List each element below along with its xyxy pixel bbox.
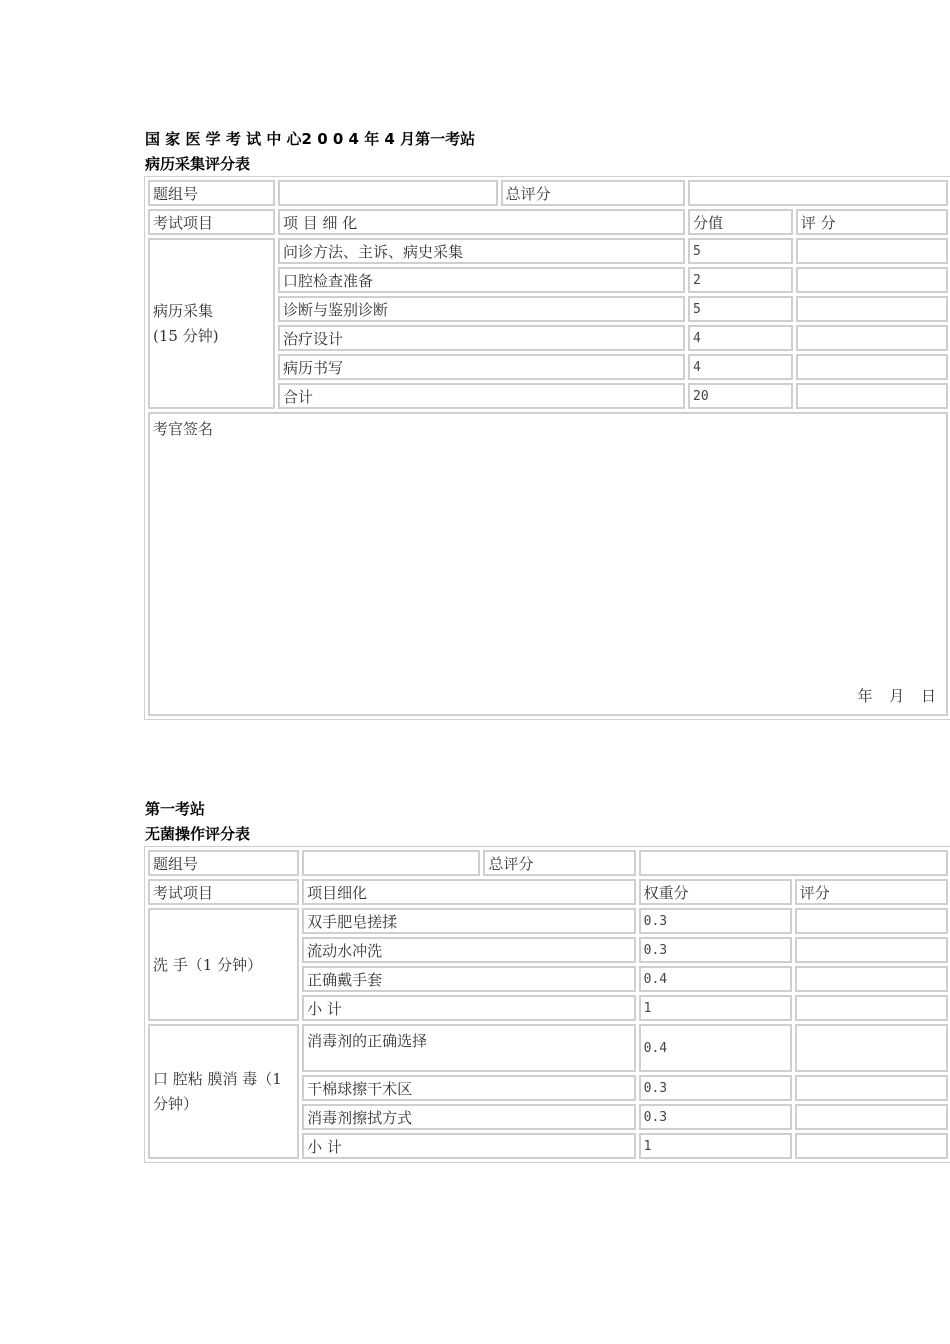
score-cell: 4 [688, 325, 793, 351]
weight-cell: 0.3 [639, 937, 792, 963]
grade-field[interactable] [795, 1104, 948, 1130]
col-header-score: 分值 [688, 209, 793, 235]
total-row-label: 合计 [278, 383, 685, 409]
detail-cell: 消毒剂的正确选择 [302, 1024, 636, 1072]
detail-cell: 消毒剂擦拭方式 [302, 1104, 636, 1130]
detail-cell: 干棉球擦干术区 [302, 1075, 636, 1101]
weight-cell: 0.4 [639, 966, 792, 992]
col-header-item: 考试项目 [148, 879, 299, 905]
detail-cell: 流动水冲洗 [302, 937, 636, 963]
col-header-grade: 评 分 [796, 209, 948, 235]
total-score-field[interactable] [639, 850, 948, 876]
col-header-item: 考试项目 [148, 209, 275, 235]
grade-field[interactable] [796, 267, 948, 293]
section-history-collection [148, 238, 275, 409]
group-number-label: 题组号 [148, 180, 275, 206]
form-title-history: 病历采集评分表 [145, 155, 251, 173]
detail-cell: 双手肥皂搓揉 [302, 908, 636, 934]
detail-cell: 病历书写 [278, 354, 685, 380]
grade-field[interactable] [796, 296, 948, 322]
total-score-label: 总评分 [501, 180, 685, 206]
history-scoring-table [144, 176, 950, 720]
grade-field[interactable] [795, 995, 948, 1021]
col-header-weight: 权重分 [639, 879, 792, 905]
total-score-field[interactable] [688, 180, 948, 206]
weight-cell: 0.3 [639, 1104, 792, 1130]
score-cell: 4 [688, 354, 793, 380]
weight-cell: 0.4 [639, 1024, 792, 1072]
section-hand-washing: 洗 手（1 分钟） [148, 908, 299, 1021]
signature-date: 年 月 日 [857, 687, 942, 705]
detail-cell: 口腔检查准备 [278, 267, 685, 293]
grade-field[interactable] [796, 325, 948, 351]
section-time: (15 分钟) [153, 326, 219, 345]
grade-field[interactable] [795, 1075, 948, 1101]
col-header-detail: 项 目 细 化 [278, 209, 685, 235]
detail-cell: 治疗设计 [278, 325, 685, 351]
grade-field[interactable] [796, 238, 948, 264]
col-header-grade: 评分 [795, 879, 948, 905]
grade-field[interactable] [796, 383, 948, 409]
subtotal-weight: 1 [639, 1133, 792, 1159]
subtotal-weight: 1 [639, 995, 792, 1021]
grade-field[interactable] [795, 1024, 948, 1072]
group-number-field[interactable] [278, 180, 498, 206]
group-number-label: 题组号 [148, 850, 299, 876]
station-title: 第一考站 [145, 800, 206, 818]
weight-cell: 0.3 [639, 1075, 792, 1101]
grade-field[interactable] [795, 908, 948, 934]
detail-cell: 问诊方法、主诉、病史采集 [278, 238, 685, 264]
grade-field[interactable] [795, 937, 948, 963]
form-title-aseptic: 无菌操作评分表 [145, 825, 251, 843]
subtotal-label: 小 计 [302, 1133, 636, 1159]
weight-cell: 0.3 [639, 908, 792, 934]
aseptic-scoring-table [144, 846, 950, 1163]
section-name: 病历采集 [153, 301, 214, 320]
section-mucosa-disinfection: 口 腔粘 膜消 毒（1 分钟） [148, 1024, 299, 1159]
score-cell: 5 [688, 238, 793, 264]
score-cell: 5 [688, 296, 793, 322]
grade-field[interactable] [795, 966, 948, 992]
grade-field[interactable] [796, 354, 948, 380]
total-row-score: 20 [688, 383, 793, 409]
col-header-detail: 项目细化 [302, 879, 636, 905]
subtotal-label: 小 计 [302, 995, 636, 1021]
group-number-field[interactable] [302, 850, 480, 876]
signature-label: 考官签名 [153, 420, 214, 438]
detail-cell: 诊断与鉴别诊断 [278, 296, 685, 322]
document-title: 国 家 医 学 考 试 中 心2 0 0 4 年 4 月第一考站 [145, 130, 476, 148]
total-score-label: 总评分 [483, 850, 635, 876]
grade-field[interactable] [795, 1133, 948, 1159]
detail-cell: 正确戴手套 [302, 966, 636, 992]
score-cell: 2 [688, 267, 793, 293]
examiner-signature-area[interactable] [148, 412, 948, 716]
